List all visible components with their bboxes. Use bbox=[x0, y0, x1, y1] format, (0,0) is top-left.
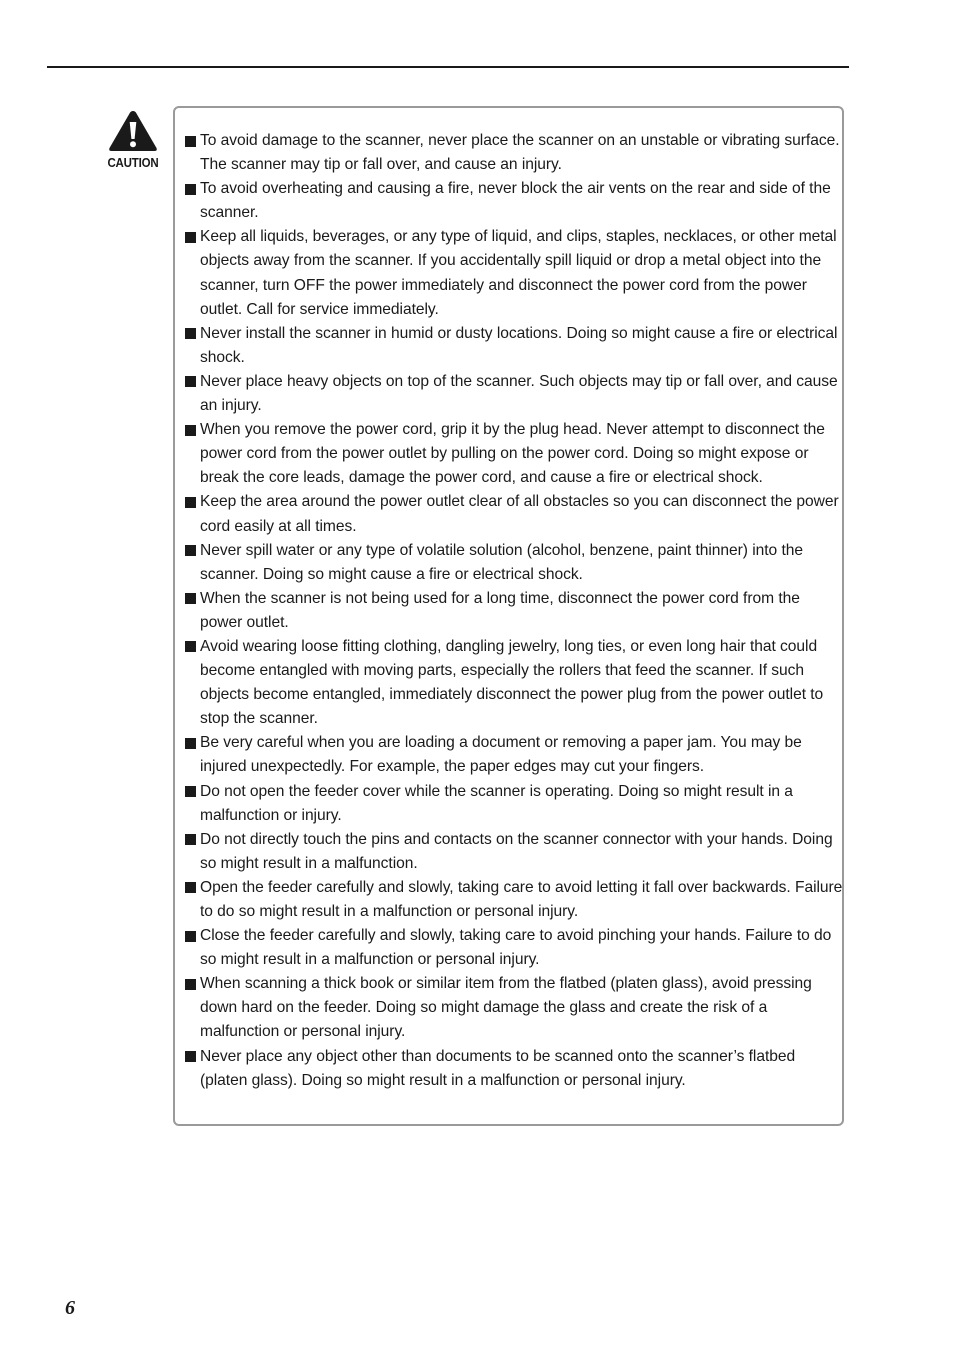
caution-item bbox=[185, 177, 843, 225]
caution-item-text: Never place any object other than documents to be scanned onto the scanner’s flatbed (platen glass). Doing so might result in a malfunction or personal injury. bbox=[200, 1047, 796, 1089]
caution-item bbox=[185, 780, 843, 828]
bullet-square-icon bbox=[185, 136, 196, 147]
bullet-square-icon bbox=[185, 834, 196, 845]
caution-item bbox=[185, 635, 843, 731]
bullet-square-icon bbox=[185, 328, 196, 339]
caution-item bbox=[185, 418, 843, 490]
bullet-square-icon bbox=[185, 425, 196, 436]
caution-item-text: Never install the scanner in humid or dusty locations. Doing so might cause a fire or electrical shock. bbox=[200, 324, 838, 366]
caution-item-text: Avoid wearing loose fitting clothing, dangling jewelry, long ties, or even long hair that could become entangled with moving parts, especially the rollers that feed the scanner. If such objects become entangled, immediately disconnect the power plug from the power outlet to stop the scanner. bbox=[200, 637, 824, 728]
caution-item-text: Do not open the feeder cover while the scanner is operating. Doing so might result in a malfunction or injury. bbox=[200, 782, 793, 824]
bullet-square-icon bbox=[185, 593, 196, 604]
caution-item bbox=[185, 972, 843, 1044]
warning-triangle-icon bbox=[107, 108, 159, 154]
bullet-square-icon bbox=[185, 786, 196, 797]
bullet-square-icon bbox=[185, 545, 196, 556]
caution-item bbox=[185, 924, 843, 972]
caution-item-text: Open the feeder carefully and slowly, taking care to avoid letting it fall over backwards. Failure to do so might result in a malfunction or personal injury. bbox=[200, 878, 843, 920]
bullet-square-icon bbox=[185, 232, 196, 243]
bullet-square-icon bbox=[185, 738, 196, 749]
caution-item-text: When you remove the power cord, grip it by the plug head. Never attempt to disconnect the power cord from the power outlet by pulling on the power cord. Doing so might expose or break the core leads, damage the power cord, and cause a fire or electrical shock. bbox=[200, 421, 825, 487]
bullet-square-icon bbox=[185, 641, 196, 652]
bullet-square-icon bbox=[185, 882, 196, 893]
caution-item-text: Keep the area around the power outlet clear of all obstacles so you can disconnect the power cord easily at all times. bbox=[200, 493, 839, 535]
caution-item-text: To avoid overheating and causing a fire, never block the air vents on the rear and side of the scanner. bbox=[200, 180, 831, 222]
caution-item-text: To avoid damage to the scanner, never place the scanner on an unstable or vibrating surface. The scanner may tip or fall over, and cause an injury. bbox=[200, 132, 840, 174]
caution-item bbox=[185, 129, 843, 177]
caution-list bbox=[185, 129, 843, 1093]
bullet-square-icon bbox=[185, 931, 196, 942]
top-rule bbox=[47, 66, 849, 68]
caution-box bbox=[173, 106, 844, 1126]
caution-item-text: Close the feeder carefully and slowly, taking care to avoid pinching your hands. Failure to do so might result in a malfunction or personal injury. bbox=[200, 927, 832, 969]
caution-item-text: Never place heavy objects on top of the scanner. Such objects may tip or fall over, and cause an injury. bbox=[200, 372, 838, 415]
caution-item bbox=[185, 587, 843, 635]
caution-item bbox=[185, 490, 843, 538]
page-number: 6 bbox=[65, 1297, 75, 1319]
caution-item bbox=[185, 731, 843, 779]
caution-item bbox=[185, 1045, 843, 1093]
caution-item bbox=[185, 539, 843, 587]
caution-item-text: Never spill water or any type of volatile solution (alcohol, benzene, paint thinner) into the scanner. Doing so might cause a fire or electrical shock. bbox=[200, 541, 803, 583]
caution-item-text: Be very careful when you are loading a document or removing a paper jam. You may be injured unexpectedly. For example, the paper edges may cut your fingers. bbox=[200, 734, 802, 776]
caution-item-text: Keep all liquids, beverages, or any type of liquid, and clips, staples, necklaces, or other metal objects away from the scanner. If you accidentally spill liquid or drop a metal object into the scanner, turn OFF the power immediately and disconnect the power cord from the power outlet. Call for service immediately. bbox=[200, 228, 837, 318]
bullet-square-icon bbox=[185, 184, 196, 195]
caution-item bbox=[185, 828, 843, 876]
bullet-square-icon bbox=[185, 497, 196, 508]
bullet-square-icon bbox=[185, 979, 196, 990]
bullet-square-icon bbox=[185, 1051, 196, 1062]
bullet-square-icon bbox=[185, 376, 196, 387]
caution-item bbox=[185, 876, 843, 924]
caution-item-text: When the scanner is not being used for a long time, disconnect the power cord from the power outlet. bbox=[200, 589, 800, 631]
caution-symbol bbox=[104, 108, 162, 170]
caution-item bbox=[185, 370, 843, 418]
caution-item-text: When scanning a thick book or similar item from the flatbed (platen glass), avoid pressing down hard on the feeder. Doing so might damage the glass and create the risk of a malfunction or personal injury. bbox=[200, 975, 812, 1041]
caution-label: CAUTION bbox=[107, 156, 159, 170]
caution-item bbox=[185, 225, 843, 321]
caution-item-text: Do not directly touch the pins and contacts on the scanner connector with your hands. Doing so might result in a malfunction. bbox=[200, 830, 833, 872]
caution-item bbox=[185, 322, 843, 370]
